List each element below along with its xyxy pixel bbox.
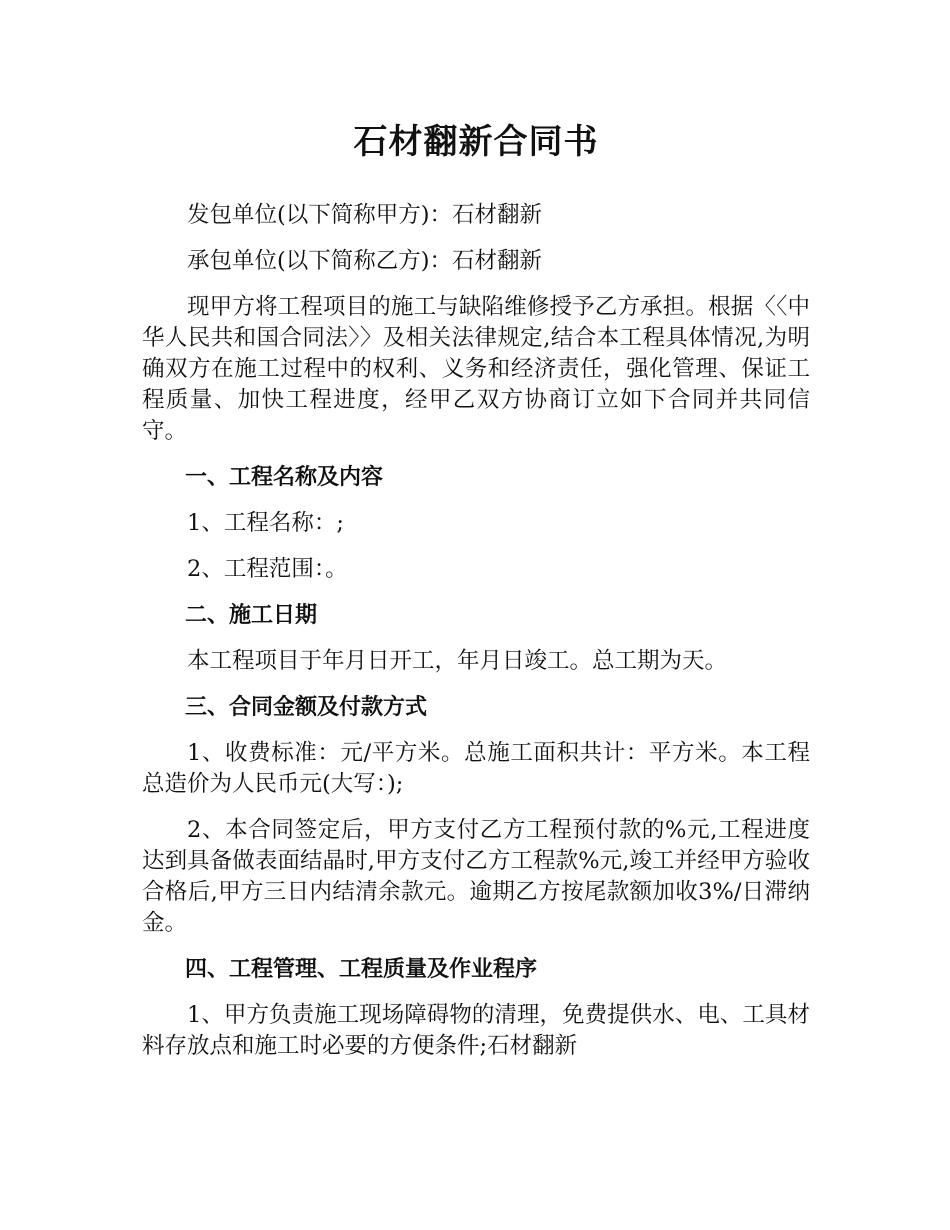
intro-paragraph: 现甲方将工程项目的施工与缺陷维修授予乙方承担。根据〈〈中华人民共和国合同法〉〉及相关法律规定,结合本工程具体情况,为明确双方在施工过程中的权利、义务和经济责任，强化管理、保证工程质量、加快工程进度，经甲乙双方协商订立如下合同并共同信守。 [142, 294, 810, 444]
section-3-item-2: 2、本合同签定后，甲方支付乙方工程预付款的%元,工程进度达到具备做表面结晶时,甲方支付乙方工程款%元,竣工并经甲方验收合格后,甲方三日内结清余款元。逾期乙方按尾款额加收3%/日滞纳金。 [142, 817, 810, 936]
section-4-heading: 四、工程管理、工程质量及作业程序 [185, 957, 538, 982]
section-1-item-1: 1、工程名称：; [187, 510, 344, 536]
party-a-line: 发包单位(以下简称甲方)：石材翻新 [187, 202, 543, 228]
section-1-heading: 一、工程名称及内容 [185, 465, 384, 490]
section-3-item-1: 1、收费标准：元/平方米。总施工面积共计：平方米。本工程总造价为人民币元(大写：); [142, 740, 810, 797]
document-title: 石材翻新合同书 [353, 122, 599, 162]
section-2-body: 本工程项目于年月日开工，年月日竣工。总工期为天。 [187, 648, 728, 674]
section-4-item-1: 1、甲方负责施工现场障碍物的清理，免费提供水、电、工具材料存放点和施工时必要的方便条件;石材翻新 [142, 1002, 810, 1059]
document-body [142, 200, 810, 1077]
section-1-item-2: 2、工程范围：。 [187, 556, 348, 582]
section-2-heading: 二、施工日期 [185, 603, 318, 628]
section-3-heading: 三、合同金额及付款方式 [185, 695, 428, 720]
party-b-line: 承包单位(以下简称乙方)：石材翻新 [187, 248, 543, 274]
